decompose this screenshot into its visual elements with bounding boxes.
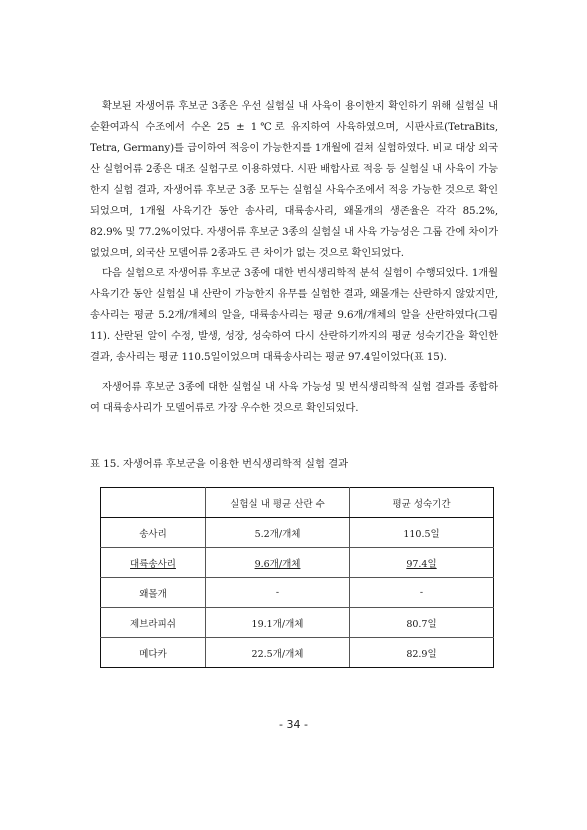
- table-cell-period: 82.9일: [350, 638, 494, 668]
- table-cell-period: -: [350, 578, 494, 608]
- results-table: [100, 487, 494, 668]
- table-header-row: [101, 488, 494, 518]
- paragraph-2-text: 다음 실험으로 자생어류 후보군 3종에 대한 번식생리학적 분석 실험이 수행되었다. 1개월 사육기간 동안 실험실 내 산란이 가능한지 유무를 실험한 결과, 왜몰개는 산란하지 않았지만, 송사리는 평균 5.2개/개체의 알을, 대륙송사리는 평균 9.6개/개체의 알을 산란하였다(그림 11). 산란된 알이 수정, 발생, 성장, 성숙하여 다시 산란하기까지의 평균 성숙기간을 확인한 결과, 송사리는 평균 110.5일이었으며 대륙송사리는 평균 97.4일이었다(표 15).: [90, 267, 498, 363]
- table-cell-text: 9.6개/개체: [254, 558, 301, 570]
- table-cell-species: 송사리: [101, 518, 206, 548]
- paragraph-1-text: 확보된 자생어류 후보군 3종은 우선 실험실 내 사육이 용이한지 확인하기 위해 실험실 내 순환여과식 수조에서 수온 25 ± 1℃로 유지하여 사육하였으며, 시판사료(TetraBits, Tetra, Germany)를 급이하여 적응이 가능한지를 1개월에 걸쳐 실험하였다. 비교 대상 외국산 실험어류 2종은 대조 실험구로 이용하였다. 시판 배합사료 적응 등 실험실 내 사육이 가능한지 실험 결과, 자생어류 후보군 3종 모두는 실험실 사육수조에서 적응 가능한 것으로 확인되었으며, 1개월 사육기간 동안 송사리, 대륙송사리, 왜몰개의 생존율은 각각 85.2%, 82.9% 및 77.2%이었다. 자생어류 후보군 3종의 실험실 내 사육 가능성은 그룹 간에 차이가 없었으며, 외국산 모델어류 2종과도 큰 차이가 없는 것으로 확인되었다.: [90, 100, 498, 259]
- table-cell-eggs: 22.5개/개체: [206, 638, 350, 668]
- table-cell-period: 80.7일: [350, 608, 494, 638]
- page-number: - 34 -: [279, 718, 308, 731]
- table-cell-period: [350, 548, 494, 578]
- table-cell-text: 대륙송사리: [130, 558, 176, 570]
- table-row: [101, 548, 494, 578]
- table-header-cell: 실험실 내 평균 산란 수: [206, 488, 350, 518]
- table-cell-eggs: 19.1개/개체: [206, 608, 350, 638]
- table-cell-period: 110.5일: [350, 518, 494, 548]
- table-cell-text: 97.4일: [406, 558, 437, 570]
- table-row: [101, 518, 494, 548]
- table-header-cell: [101, 488, 206, 518]
- table-cell-eggs: -: [206, 578, 350, 608]
- table-cell-species: 왜몰개: [101, 578, 206, 608]
- table-caption: 표 15. 자생어류 후보군을 이용한 번식생리학적 실험 결과: [90, 458, 349, 470]
- table-cell-species: [101, 548, 206, 578]
- table-row: [101, 578, 494, 608]
- table-header-cell: 평균 성숙기간: [350, 488, 494, 518]
- table-cell-species: 메다카: [101, 638, 206, 668]
- table-row: [101, 608, 494, 638]
- table-row: [101, 638, 494, 668]
- table-cell-eggs: [206, 548, 350, 578]
- paragraph-3-text: 자생어류 후보군 3종에 대한 실험실 내 사육 가능성 및 번식생리학적 실험 결과를 종합하여 대륙송사리가 모델어류로 가장 우수한 것으로 확인되었다.: [90, 381, 498, 414]
- table-cell-species: 제브라피쉬: [101, 608, 206, 638]
- paragraph-3: [90, 377, 498, 419]
- table-cell-eggs: 5.2개/개체: [206, 518, 350, 548]
- paragraph-2: [90, 263, 498, 368]
- paragraph-1: [90, 96, 498, 264]
